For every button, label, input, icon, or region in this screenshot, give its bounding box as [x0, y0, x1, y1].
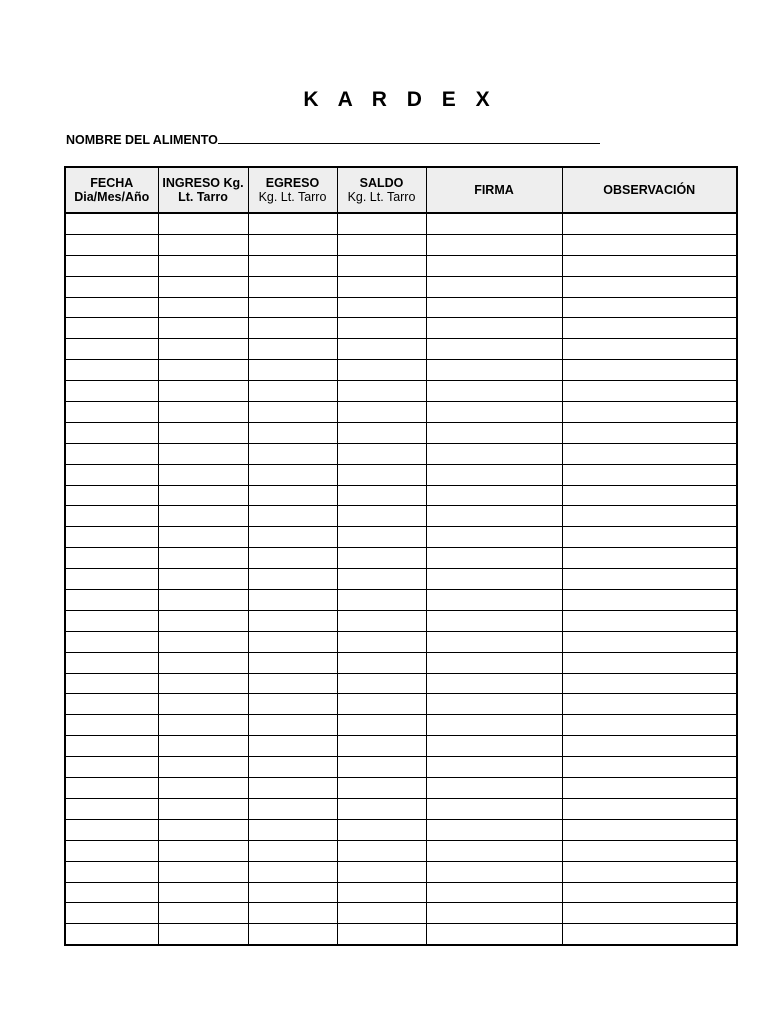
firma-cell[interactable]: [426, 443, 562, 464]
observacion-cell[interactable]: [562, 464, 737, 485]
ingreso-cell[interactable]: [158, 548, 248, 569]
egreso-cell[interactable]: [248, 840, 337, 861]
fecha-cell[interactable]: [65, 464, 158, 485]
ingreso-cell[interactable]: [158, 422, 248, 443]
ingreso-cell[interactable]: [158, 715, 248, 736]
table-row: [65, 297, 737, 318]
egreso-cell[interactable]: [248, 464, 337, 485]
egreso-cell[interactable]: [248, 506, 337, 527]
egreso-cell[interactable]: [248, 903, 337, 924]
saldo-cell[interactable]: [337, 422, 426, 443]
firma-cell[interactable]: [426, 402, 562, 423]
fecha-cell[interactable]: [65, 381, 158, 402]
firma-cell[interactable]: [426, 673, 562, 694]
saldo-cell[interactable]: [337, 924, 426, 945]
saldo-cell[interactable]: [337, 402, 426, 423]
egreso-cell[interactable]: [248, 548, 337, 569]
observacion-cell[interactable]: [562, 673, 737, 694]
ingreso-cell[interactable]: [158, 527, 248, 548]
saldo-cell[interactable]: [337, 339, 426, 360]
fecha-cell[interactable]: [65, 736, 158, 757]
fecha-cell[interactable]: [65, 652, 158, 673]
table-row: [65, 757, 737, 778]
fecha-cell[interactable]: [65, 631, 158, 652]
table-row: [65, 694, 737, 715]
saldo-cell[interactable]: [337, 443, 426, 464]
saldo-cell[interactable]: [337, 255, 426, 276]
ingreso-cell[interactable]: [158, 339, 248, 360]
saldo-cell[interactable]: [337, 882, 426, 903]
fecha-cell[interactable]: [65, 694, 158, 715]
firma-cell[interactable]: [426, 360, 562, 381]
header-row: [65, 167, 737, 213]
egreso-cell[interactable]: [248, 673, 337, 694]
firma-cell[interactable]: [426, 339, 562, 360]
firma-cell[interactable]: [426, 318, 562, 339]
fecha-cell[interactable]: [65, 527, 158, 548]
firma-cell[interactable]: [426, 213, 562, 234]
ingreso-cell[interactable]: [158, 673, 248, 694]
ingreso-cell[interactable]: [158, 861, 248, 882]
saldo-cell[interactable]: [337, 485, 426, 506]
ingreso-cell[interactable]: [158, 318, 248, 339]
observacion-cell[interactable]: [562, 590, 737, 611]
ingreso-cell[interactable]: [158, 631, 248, 652]
observacion-cell[interactable]: [562, 736, 737, 757]
firma-cell[interactable]: [426, 840, 562, 861]
header-saldo: SALDO Kg. Lt. Tarro: [337, 167, 426, 213]
egreso-cell[interactable]: [248, 694, 337, 715]
firma-cell[interactable]: [426, 882, 562, 903]
saldo-cell[interactable]: [337, 631, 426, 652]
egreso-cell[interactable]: [248, 715, 337, 736]
egreso-cell[interactable]: [248, 736, 337, 757]
firma-cell[interactable]: [426, 924, 562, 945]
fecha-cell[interactable]: [65, 276, 158, 297]
table-row: [65, 381, 737, 402]
egreso-cell[interactable]: [248, 778, 337, 799]
table-row: [65, 422, 737, 443]
saldo-cell[interactable]: [337, 527, 426, 548]
table-row: [65, 213, 737, 234]
firma-cell[interactable]: [426, 276, 562, 297]
saldo-cell[interactable]: [337, 360, 426, 381]
observacion-cell[interactable]: [562, 485, 737, 506]
egreso-cell[interactable]: [248, 443, 337, 464]
observacion-cell[interactable]: [562, 757, 737, 778]
ingreso-cell[interactable]: [158, 234, 248, 255]
egreso-cell[interactable]: [248, 527, 337, 548]
ingreso-cell[interactable]: [158, 819, 248, 840]
ingreso-cell[interactable]: [158, 694, 248, 715]
firma-cell[interactable]: [426, 819, 562, 840]
egreso-cell[interactable]: [248, 318, 337, 339]
fecha-cell[interactable]: [65, 590, 158, 611]
table-row: [65, 506, 737, 527]
fecha-cell[interactable]: [65, 819, 158, 840]
firma-cell[interactable]: [426, 631, 562, 652]
firma-cell[interactable]: [426, 422, 562, 443]
saldo-cell[interactable]: [337, 673, 426, 694]
firma-cell[interactable]: [426, 548, 562, 569]
table-row: [65, 464, 737, 485]
table-row: [65, 402, 737, 423]
fecha-cell[interactable]: [65, 422, 158, 443]
saldo-cell[interactable]: [337, 819, 426, 840]
observacion-cell[interactable]: [562, 715, 737, 736]
firma-cell[interactable]: [426, 234, 562, 255]
fecha-cell[interactable]: [65, 840, 158, 861]
fecha-cell[interactable]: [65, 610, 158, 631]
fecha-cell[interactable]: [65, 715, 158, 736]
firma-cell[interactable]: [426, 381, 562, 402]
fecha-cell[interactable]: [65, 757, 158, 778]
saldo-cell[interactable]: [337, 757, 426, 778]
observacion-cell[interactable]: [562, 652, 737, 673]
ingreso-cell[interactable]: [158, 736, 248, 757]
firma-cell[interactable]: [426, 506, 562, 527]
ingreso-cell[interactable]: [158, 590, 248, 611]
egreso-cell[interactable]: [248, 360, 337, 381]
egreso-cell[interactable]: [248, 861, 337, 882]
egreso-cell[interactable]: [248, 381, 337, 402]
observacion-cell[interactable]: [562, 631, 737, 652]
firma-cell[interactable]: [426, 255, 562, 276]
observacion-cell[interactable]: [562, 402, 737, 423]
ingreso-cell[interactable]: [158, 652, 248, 673]
egreso-cell[interactable]: [248, 485, 337, 506]
ingreso-cell[interactable]: [158, 610, 248, 631]
table-row: [65, 715, 737, 736]
saldo-cell[interactable]: [337, 778, 426, 799]
egreso-cell[interactable]: [248, 631, 337, 652]
saldo-cell[interactable]: [337, 840, 426, 861]
egreso-cell[interactable]: [248, 402, 337, 423]
table-row: [65, 840, 737, 861]
table-row: [65, 527, 737, 548]
firma-cell[interactable]: [426, 297, 562, 318]
saldo-cell[interactable]: [337, 652, 426, 673]
table-row: [65, 276, 737, 297]
observacion-cell[interactable]: [562, 861, 737, 882]
ingreso-cell[interactable]: [158, 757, 248, 778]
table-row: [65, 778, 737, 799]
fecha-cell[interactable]: [65, 360, 158, 381]
observacion-cell[interactable]: [562, 318, 737, 339]
saldo-cell[interactable]: [337, 569, 426, 590]
header-ingreso: INGRESO Kg. Lt. Tarro: [158, 167, 248, 213]
ingreso-cell[interactable]: [158, 506, 248, 527]
observacion-cell[interactable]: [562, 506, 737, 527]
table-row: [65, 924, 737, 945]
observacion-cell[interactable]: [562, 903, 737, 924]
observacion-cell[interactable]: [562, 213, 737, 234]
saldo-cell[interactable]: [337, 736, 426, 757]
egreso-cell[interactable]: [248, 234, 337, 255]
ingreso-cell[interactable]: [158, 402, 248, 423]
ingreso-cell[interactable]: [158, 276, 248, 297]
fecha-cell[interactable]: [65, 673, 158, 694]
table-row: [65, 569, 737, 590]
firma-cell[interactable]: [426, 861, 562, 882]
egreso-cell[interactable]: [248, 297, 337, 318]
table-row: [65, 819, 737, 840]
table-row: [65, 798, 737, 819]
table-row: [65, 318, 737, 339]
table-row: [65, 443, 737, 464]
fecha-cell[interactable]: [65, 506, 158, 527]
fecha-cell[interactable]: [65, 234, 158, 255]
fecha-cell[interactable]: [65, 903, 158, 924]
egreso-cell[interactable]: [248, 569, 337, 590]
observacion-cell[interactable]: [562, 422, 737, 443]
egreso-cell[interactable]: [248, 757, 337, 778]
fecha-cell[interactable]: [65, 485, 158, 506]
egreso-cell[interactable]: [248, 882, 337, 903]
egreso-cell[interactable]: [248, 819, 337, 840]
saldo-cell[interactable]: [337, 234, 426, 255]
ingreso-cell[interactable]: [158, 360, 248, 381]
fecha-cell[interactable]: [65, 861, 158, 882]
egreso-cell[interactable]: [248, 652, 337, 673]
saldo-cell[interactable]: [337, 590, 426, 611]
fecha-cell[interactable]: [65, 798, 158, 819]
saldo-cell[interactable]: [337, 464, 426, 485]
firma-cell[interactable]: [426, 610, 562, 631]
observacion-cell[interactable]: [562, 569, 737, 590]
egreso-cell[interactable]: [248, 339, 337, 360]
ingreso-cell[interactable]: [158, 485, 248, 506]
fecha-cell[interactable]: [65, 778, 158, 799]
observacion-cell[interactable]: [562, 798, 737, 819]
observacion-cell[interactable]: [562, 610, 737, 631]
egreso-cell[interactable]: [248, 798, 337, 819]
egreso-cell[interactable]: [248, 213, 337, 234]
fecha-cell[interactable]: [65, 924, 158, 945]
food-name-label: NOMBRE DEL ALIMENTO: [66, 133, 218, 147]
fecha-cell[interactable]: [65, 318, 158, 339]
egreso-cell[interactable]: [248, 255, 337, 276]
firma-cell[interactable]: [426, 798, 562, 819]
food-name-field: [66, 131, 600, 147]
saldo-cell[interactable]: [337, 694, 426, 715]
observacion-cell[interactable]: [562, 381, 737, 402]
fecha-cell[interactable]: [65, 339, 158, 360]
saldo-cell[interactable]: [337, 297, 426, 318]
header-observacion: OBSERVACIÓN: [562, 167, 737, 213]
ingreso-cell[interactable]: [158, 297, 248, 318]
ingreso-cell[interactable]: [158, 569, 248, 590]
saldo-cell[interactable]: [337, 318, 426, 339]
ingreso-cell[interactable]: [158, 443, 248, 464]
saldo-cell[interactable]: [337, 506, 426, 527]
ingreso-cell[interactable]: [158, 924, 248, 945]
egreso-cell[interactable]: [248, 924, 337, 945]
fecha-cell[interactable]: [65, 213, 158, 234]
observacion-cell[interactable]: [562, 778, 737, 799]
observacion-cell[interactable]: [562, 255, 737, 276]
table-row: [65, 485, 737, 506]
table-row: [65, 234, 737, 255]
fecha-cell[interactable]: [65, 255, 158, 276]
egreso-cell[interactable]: [248, 610, 337, 631]
saldo-cell[interactable]: [337, 715, 426, 736]
table-row: [65, 610, 737, 631]
table-row: [65, 548, 737, 569]
observacion-cell[interactable]: [562, 339, 737, 360]
firma-cell[interactable]: [426, 485, 562, 506]
table-row: [65, 590, 737, 611]
firma-cell[interactable]: [426, 778, 562, 799]
observacion-cell[interactable]: [562, 527, 737, 548]
firma-cell[interactable]: [426, 715, 562, 736]
ingreso-cell[interactable]: [158, 882, 248, 903]
page-title: K A R D E X: [303, 88, 497, 111]
ingreso-cell[interactable]: [158, 213, 248, 234]
firma-cell[interactable]: [426, 569, 562, 590]
saldo-cell[interactable]: [337, 610, 426, 631]
firma-cell[interactable]: [426, 590, 562, 611]
observacion-cell[interactable]: [562, 548, 737, 569]
table-row: [65, 882, 737, 903]
ingreso-cell[interactable]: [158, 903, 248, 924]
table-row: [65, 673, 737, 694]
header-fecha: FECHA Dia/Mes/Año: [65, 167, 158, 213]
saldo-cell[interactable]: [337, 903, 426, 924]
observacion-cell[interactable]: [562, 882, 737, 903]
ingreso-cell[interactable]: [158, 840, 248, 861]
fecha-cell[interactable]: [65, 548, 158, 569]
saldo-cell[interactable]: [337, 381, 426, 402]
table-row: [65, 631, 737, 652]
ingreso-cell[interactable]: [158, 255, 248, 276]
header-firma: FIRMA: [426, 167, 562, 213]
kardex-table: [64, 166, 738, 946]
firma-cell[interactable]: [426, 757, 562, 778]
observacion-cell[interactable]: [562, 694, 737, 715]
observacion-cell[interactable]: [562, 924, 737, 945]
observacion-cell[interactable]: [562, 297, 737, 318]
table-row: [65, 903, 737, 924]
firma-cell[interactable]: [426, 736, 562, 757]
table-row: [65, 652, 737, 673]
ingreso-cell[interactable]: [158, 464, 248, 485]
firma-cell[interactable]: [426, 694, 562, 715]
egreso-cell[interactable]: [248, 276, 337, 297]
food-name-blank-line[interactable]: [218, 131, 600, 144]
saldo-cell[interactable]: [337, 276, 426, 297]
fecha-cell[interactable]: [65, 443, 158, 464]
header-egreso: EGRESO Kg. Lt. Tarro: [248, 167, 337, 213]
firma-cell[interactable]: [426, 652, 562, 673]
ingreso-cell[interactable]: [158, 798, 248, 819]
egreso-cell[interactable]: [248, 422, 337, 443]
table-row: [65, 736, 737, 757]
fecha-cell[interactable]: [65, 882, 158, 903]
fecha-cell[interactable]: [65, 402, 158, 423]
observacion-cell[interactable]: [562, 443, 737, 464]
egreso-cell[interactable]: [248, 590, 337, 611]
saldo-cell[interactable]: [337, 548, 426, 569]
table-row: [65, 255, 737, 276]
ingreso-cell[interactable]: [158, 778, 248, 799]
fecha-cell[interactable]: [65, 297, 158, 318]
observacion-cell[interactable]: [562, 360, 737, 381]
saldo-cell[interactable]: [337, 798, 426, 819]
firma-cell[interactable]: [426, 464, 562, 485]
observacion-cell[interactable]: [562, 840, 737, 861]
fecha-cell[interactable]: [65, 569, 158, 590]
saldo-cell[interactable]: [337, 213, 426, 234]
observacion-cell[interactable]: [562, 234, 737, 255]
firma-cell[interactable]: [426, 527, 562, 548]
table-row: [65, 360, 737, 381]
kardex-table-body: [65, 213, 737, 945]
firma-cell[interactable]: [426, 903, 562, 924]
saldo-cell[interactable]: [337, 861, 426, 882]
observacion-cell[interactable]: [562, 819, 737, 840]
table-row: [65, 861, 737, 882]
table-row: [65, 339, 737, 360]
observacion-cell[interactable]: [562, 276, 737, 297]
ingreso-cell[interactable]: [158, 381, 248, 402]
